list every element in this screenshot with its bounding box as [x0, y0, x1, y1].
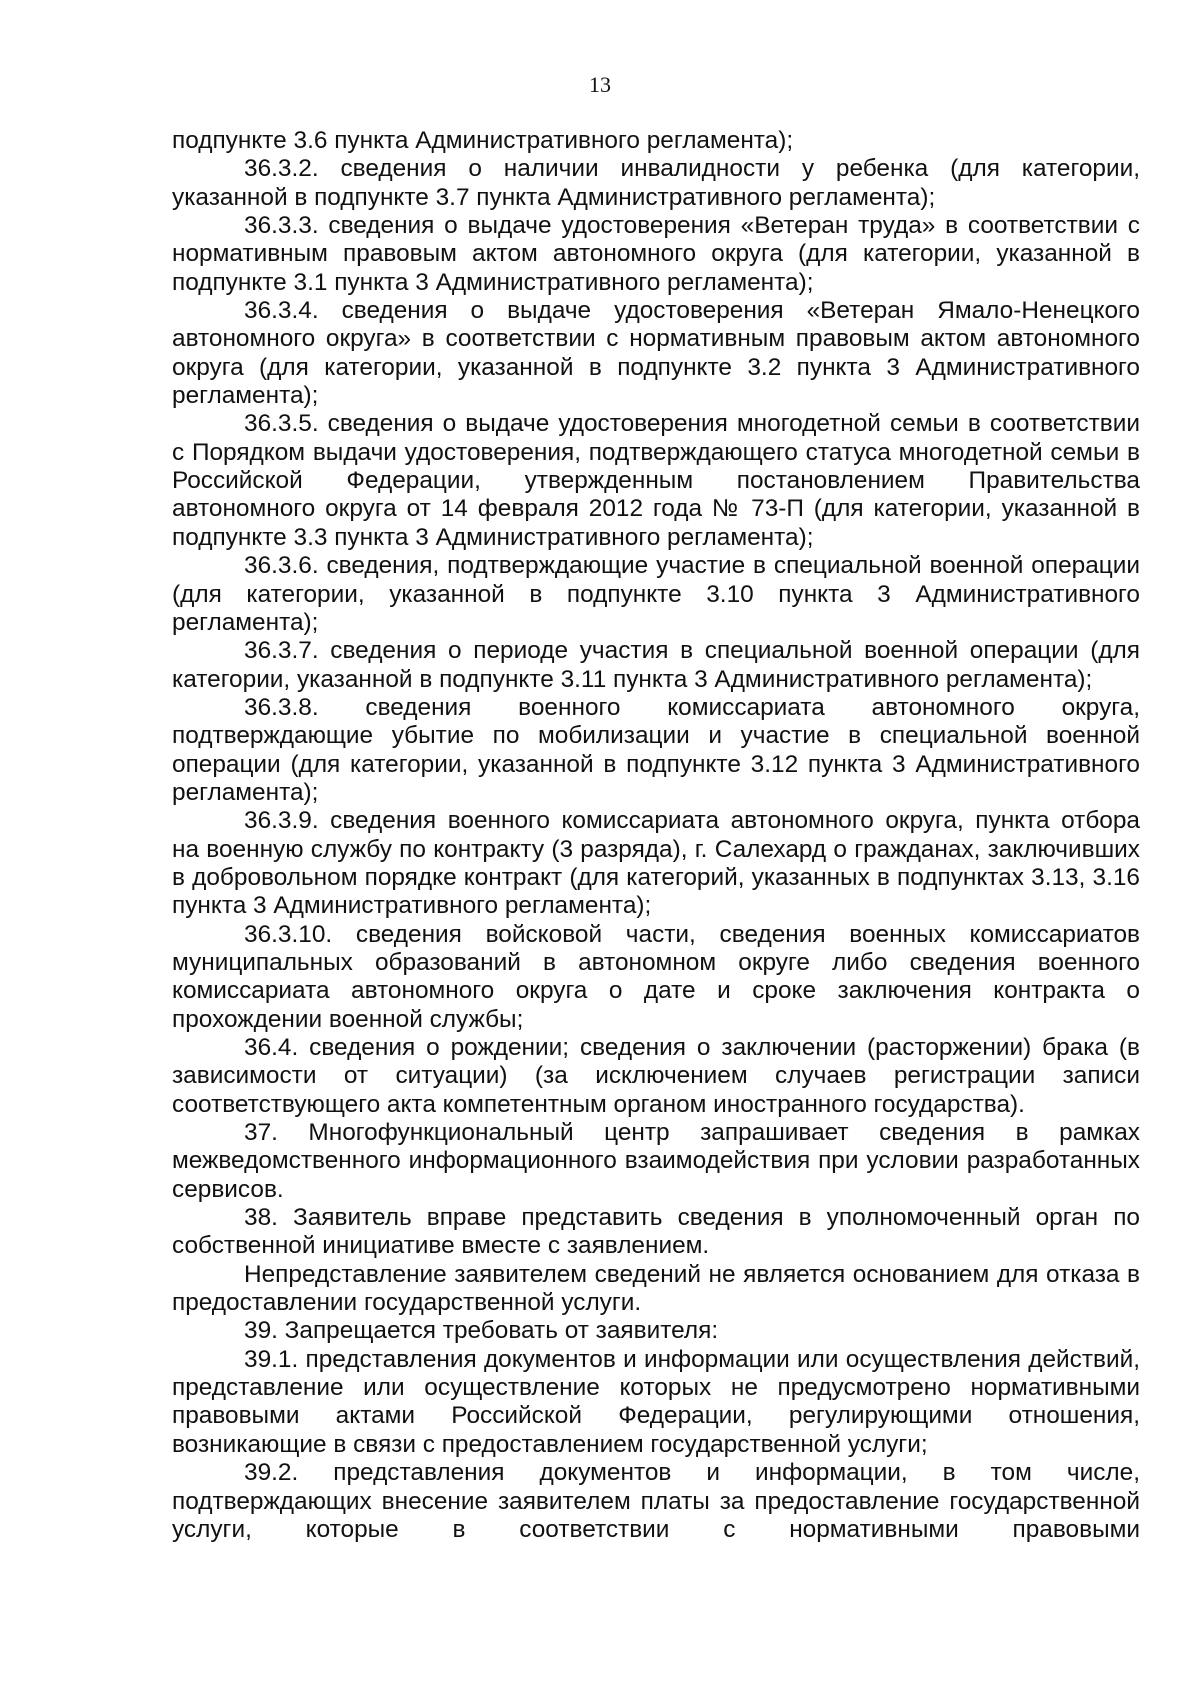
paragraph-36-3-9: 36.3.9. сведения военного комиссариата автономного округа, пункта отбора на военную службу по контракту (3 разряда), г. Салехард о гражданах, заключивших в добровольном порядке контракт (для категорий, указанных в подпунктах 3.13, 3.16 пункта 3 Административного регламента); — [172, 807, 1140, 920]
paragraph-36-3-8: 36.3.8. сведения военного комиссариата автономного округа, подтверждающие убытие по мобилизации и участие в специальной военной операции (для категории, указанной в подпункте 3.12 пункта 3 Административного регламента); — [172, 693, 1140, 806]
paragraph-continuation: подпункте 3.6 пункта Административного регламента); — [172, 127, 794, 154]
paragraph-38-note: Непредставление заявителем сведений не является основанием для отказа в предоставлении государственной услуги. — [172, 1260, 1140, 1317]
paragraph-38: 38. Заявитель вправе представить сведения в уполномоченный орган по собственной инициативе вместе с заявлением. — [172, 1204, 1140, 1260]
paragraph-39-1: 39.1. представления документов и информации или осуществления действий, представление или осуществление которых не предусмотрено нормативными правовыми актами Российской Федерации, регулирующими отношения, возникающие в связи с предоставлением государственной услуги; — [172, 1345, 1140, 1458]
paragraph-37: 37. Многофункциональный центр запрашивает сведения в рамках межведомственного информационного взаимодействия при условии разработанных сервисов. — [172, 1119, 1140, 1203]
paragraph-36-3-7: 36.3.7. сведения о периоде участия в специальной военной операции (для категории, указанной в подпункте 3.11 пункта 3 Административного регламента); — [172, 637, 1140, 693]
paragraph-36-3-5: 36.3.5. сведения о выдаче удостоверения многодетной семьи в соответствии с Порядком выдачи удостоверения, подтверждающего статуса многодетной семьи в Российской Федерации, утвержденным постановлением Правительства автономного округа от 14 февраля 2012 года № 73-П (для категории, указанной в подпункте 3.3 пункта 3 Административного регламента); — [172, 410, 1140, 551]
paragraph-36-3-4: 36.3.4. сведения о выдаче удостоверения «Ветеран Ямало-Ненецкого автономного округа» в соответствии с нормативным правовым актом автономного округа (для категории, указанной в подпункте 3.2 пункта 3 Административного регламента); — [172, 297, 1140, 410]
paragraph-36-3-6: 36.3.6. сведения, подтверждающие участие в специальной военной операции (для категории, указанной в подпункте 3.10 пункта 3 Административного регламента); — [172, 552, 1140, 636]
paragraph-39: 39. Запрещается требовать от заявителя: — [244, 1317, 719, 1345]
document-body — [172, 127, 1140, 1544]
paragraph-36-3-10: 36.3.10. сведения войсковой части, сведения военных комиссариатов муниципальных образований в автономном округе либо сведения военного комиссариата автономного округа о дате и сроке заключения контракта о прохождении военной службы; — [172, 920, 1140, 1033]
paragraph-36-4: 36.4. сведения о рождении; сведения о заключении (расторжении) брака (в зависимости от ситуации) (за исключением случаев регистрации записи соответствующего акта компетентным органом иностранного государства). — [172, 1034, 1140, 1118]
page-number: 13 — [589, 72, 611, 97]
paragraph-36-3-2: 36.3.2. сведения о наличии инвалидности у ребенка (для категории, указанной в подпункте 3.7 пункта Административного регламента); — [172, 155, 1140, 211]
paragraph-36-3-3: 36.3.3. сведения о выдаче удостоверения «Ветеран труда» в соответствии с нормативным правовым актом автономного округа (для категории, указанной в подпункте 3.1 пункта 3 Административного регламента); — [172, 212, 1140, 296]
paragraph-39-2: 39.2. представления документов и информации, в том числе, подтверждающих внесение заявителем платы за предоставление государственной услуги, которые в соответствии с нормативными правовыми — [172, 1459, 1140, 1543]
